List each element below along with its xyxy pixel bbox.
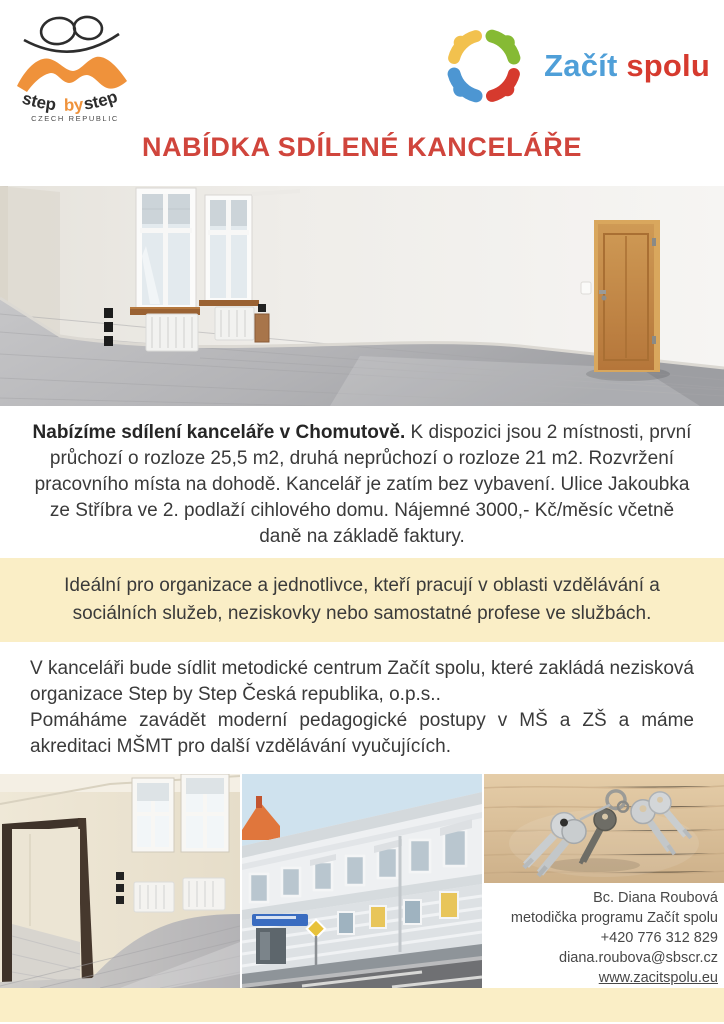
- zacit-spolu-logo: [434, 16, 710, 116]
- wall-sockets: [104, 308, 113, 346]
- sbs-word-step1: step: [20, 88, 58, 115]
- sbs-subtitle: CZECH REPUBLIC: [31, 114, 119, 123]
- spolu-word: spolu: [626, 48, 710, 83]
- zacit-spolu-ring-icon: [434, 16, 534, 116]
- window: [199, 195, 259, 306]
- radiator: [183, 878, 225, 910]
- about-line1: V kanceláři bude sídlit metodické centrum Začít spolu, které zakládá nezisková organizace Step by Step Česká republika, o.p.s..: [30, 658, 694, 705]
- footer-strip: [0, 988, 724, 1022]
- about-line2: Pomáháme zavádět moderní pedagogické postupy v MŠ a ZŠ a máme akreditaci MŠMT pro další vzdělávání vyučujících.: [30, 710, 694, 757]
- contact-website-link[interactable]: www.zacitspolu.eu: [598, 970, 718, 986]
- step-by-step-logo-icon: [8, 8, 140, 126]
- contact-column: [484, 774, 724, 988]
- about-paragraph: [30, 656, 694, 760]
- zacit-spolu-wordmark: [544, 48, 710, 84]
- contact-role: metodička programu Začít spolu: [510, 910, 718, 926]
- contact-phone[interactable]: +420 776 312 829: [600, 930, 718, 946]
- sbs-word-by: by: [63, 94, 85, 115]
- window: [130, 188, 200, 315]
- offer-lead: Nabízíme sdílení kanceláře v Chomutově.: [32, 422, 406, 443]
- photo-row: [0, 774, 724, 988]
- office-door: [586, 220, 670, 381]
- page-title: NABÍDKA SDÍLENÉ KANCELÁŘE: [141, 132, 582, 162]
- contact-block: [484, 883, 724, 988]
- highlight-box: [0, 558, 724, 642]
- radiator: [134, 882, 174, 912]
- photo-keys: [484, 774, 724, 883]
- photo-building-exterior: [242, 774, 482, 988]
- header: [0, 0, 724, 124]
- radiator: [146, 314, 198, 351]
- moustache-shape: [17, 57, 127, 92]
- offer-body: K dispozici jsou 2 místnosti, první průchozí o rozloze 25,5 m2, druhá neprůchozí o rozloze 21 m2. Rozvržení pracovního místa na dohodě. Kancelář je zatím bez vybavení. Ulice Jakoubka ze Stříbra ve 2. podlaží cihlového domu. Nájemné 3000,- Kč/měsíc včetně daně na základě faktury.: [34, 422, 692, 547]
- contact-name: Bc. Diana Roubová: [593, 890, 718, 906]
- offer-paragraph: [31, 420, 693, 550]
- wall-sockets: [116, 872, 124, 904]
- window: [181, 774, 229, 852]
- zacit-word: Začít: [544, 48, 618, 83]
- shop-sign: [252, 914, 308, 926]
- window: [132, 778, 174, 852]
- contact-email[interactable]: diana.roubova@sbscr.cz: [559, 950, 718, 966]
- photo-office-interior: [0, 774, 240, 988]
- highlight-text: Ideální pro organizace a jednotlivce, kteří pracují v oblasti vzdělávání a sociálních služeb, neziskovky nebo samostatné profese ve službách.: [64, 575, 660, 624]
- radiator: [215, 307, 254, 340]
- main-office-photo: [0, 186, 724, 406]
- sbs-word-step2: step: [82, 86, 120, 114]
- light-switch: [581, 282, 591, 294]
